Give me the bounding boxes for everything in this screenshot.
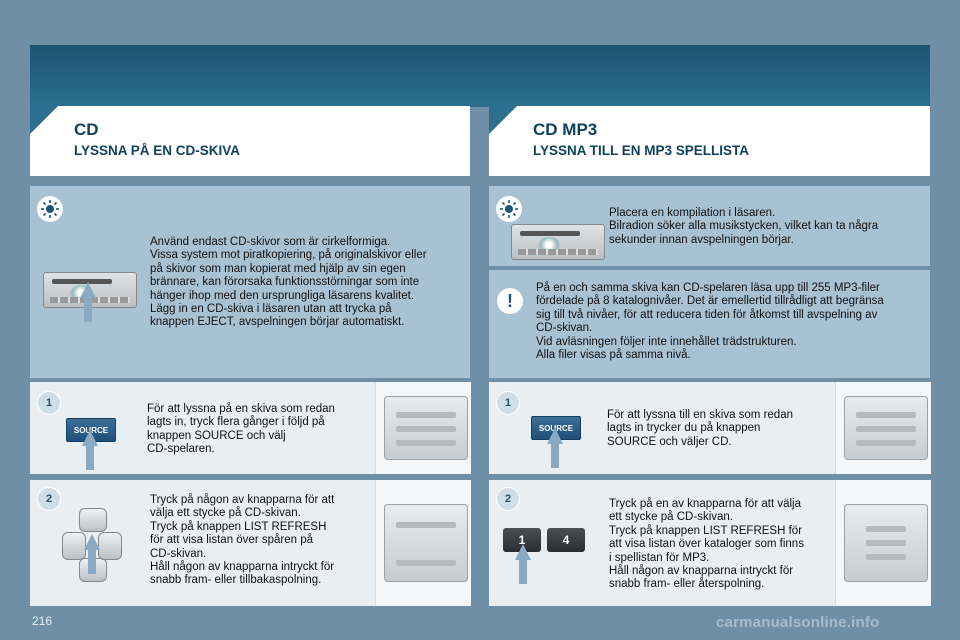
text-line: snabb fram- eller tillbakaspolning. xyxy=(150,574,322,587)
text-line: Använd endast CD-skivor som är cirkelformiga. xyxy=(150,236,391,248)
text-line: SOURCE och väljer CD. xyxy=(607,435,732,448)
left-subtitle: LYSSNA PÅ EN CD-SKIVA xyxy=(74,143,241,158)
text-line: Tryck på knappen LIST REFRESH xyxy=(150,520,327,533)
left-step2-panel xyxy=(30,480,470,606)
text-line: CD-spelaren. xyxy=(147,443,215,456)
step-number-badge: 2 xyxy=(496,487,520,511)
right-tip-panel xyxy=(489,186,930,266)
right-warning-text xyxy=(536,282,884,362)
text-line: lagts in, tryck flera gånger i följd på xyxy=(147,416,325,429)
header-band xyxy=(30,45,930,107)
text-line: Tryck på knappen LIST REFRESH för xyxy=(609,524,803,537)
text-line: Bilradion söker alla musikstycken, vilket kan ta några xyxy=(609,220,879,233)
text-line: Vissa system mot piratkopiering, på originalskivor eller xyxy=(150,249,427,262)
text-line: sekunder innan avspelningen börjar. xyxy=(609,233,794,246)
press-arrow-icon xyxy=(547,428,563,468)
text-line: CD-skivan. xyxy=(536,322,593,335)
text-line: knappen SOURCE och välj xyxy=(147,429,286,442)
left-header xyxy=(30,106,470,176)
press-arrow-icon xyxy=(515,544,531,584)
page-number: 216 xyxy=(32,614,53,628)
radio-console-illustration xyxy=(835,480,931,606)
text-line: Placera en kompilation i läsaren. xyxy=(609,207,776,219)
text-line: Tryck på någon av knapparna för att xyxy=(150,494,335,506)
text-line: knappen EJECT, avspelningen börjar automatiskt. xyxy=(150,316,405,329)
left-step2-text xyxy=(150,494,334,588)
press-arrow-icon xyxy=(84,534,100,574)
right-header xyxy=(489,106,930,176)
text-line: sig till två nivåer, för att reducera tiden för åtkomst till avspelning av xyxy=(536,308,878,321)
insert-arrow-icon xyxy=(80,282,96,322)
header-corner xyxy=(489,106,517,134)
text-line: fördelade på 8 katalognivåer. Det är emellertid tillrådligt att begränsa xyxy=(536,295,884,308)
step-number-badge: 1 xyxy=(496,391,520,415)
right-tip-text xyxy=(609,207,878,247)
preset-key-1-illustration: 1 xyxy=(503,528,541,552)
text-line: i spellistan för MP3. xyxy=(609,551,710,564)
text-line: ett stycke på CD-skivan. xyxy=(609,511,733,524)
text-line: att visa listan över kataloger som finns xyxy=(609,538,804,551)
text-line: Håll någon av knapparna intryckt för xyxy=(150,561,335,574)
header-corner xyxy=(30,106,58,134)
left-tip-panel xyxy=(30,186,470,378)
source-button-illustration: SOURCE xyxy=(66,418,116,442)
text-line: På en och samma skiva kan CD-spelaren läsa upp till 255 MP3-filer xyxy=(536,282,880,294)
text-line: brännare, kan förorsaka funktionsstörningar som inte xyxy=(150,276,420,289)
cd-radio-illustration xyxy=(511,224,605,260)
text-line: CD-skivan. xyxy=(150,547,207,560)
preset-key-4-illustration: 4 xyxy=(547,528,585,552)
text-line: Tryck på en av knapparna för att välja xyxy=(609,498,801,510)
right-step2-text xyxy=(609,498,804,592)
radio-console-illustration xyxy=(375,382,471,474)
step-number-badge: 2 xyxy=(37,487,61,511)
sun-icon xyxy=(37,196,63,222)
right-warning-panel xyxy=(489,270,930,378)
press-arrow-icon xyxy=(82,430,98,470)
radio-console-illustration xyxy=(375,480,471,606)
text-line: snabb fram- eller återspolning. xyxy=(609,578,765,591)
text-line: Håll någon av knapparna intryckt för xyxy=(609,565,794,578)
right-title: CD MP3 xyxy=(533,120,598,139)
warning-icon: ! xyxy=(497,288,523,314)
left-step1-panel xyxy=(30,382,470,474)
watermark: carmanualsonline.info xyxy=(716,614,880,631)
text-line: Vid avläsningen följer inte innehållet trädstrukturen. xyxy=(536,335,797,348)
text-line: hänger ihop med den ursprungliga läsarens kvalitet. xyxy=(150,289,415,302)
radio-console-illustration xyxy=(835,382,931,474)
right-step2-panel xyxy=(489,480,930,606)
left-step1-text xyxy=(147,403,335,457)
left-note-text xyxy=(150,236,427,330)
right-subtitle: LYSSNA TILL EN MP3 SPELLISTA xyxy=(533,143,750,158)
sun-icon xyxy=(496,196,522,222)
text-line: välja ett stycke på CD-skivan. xyxy=(150,507,301,520)
right-step1-text xyxy=(607,409,793,449)
text-line: För att lyssna på en skiva som redan xyxy=(147,403,335,415)
left-title: CD xyxy=(74,120,99,139)
source-button-illustration: SOURCE xyxy=(531,416,581,440)
text-line: lagts in trycker du på knappen xyxy=(607,422,761,435)
text-line: på skivor som man kopierat med hjälp av sin egen xyxy=(150,262,406,275)
right-step1-panel xyxy=(489,382,930,474)
step-number-badge: 1 xyxy=(37,391,61,415)
text-line: Lägg in en CD-skiva i läsaren utan att trycka på xyxy=(150,303,392,316)
text-line: Alla filer visas på samma nivå. xyxy=(536,349,691,362)
text-line: För att lyssna till en skiva som redan xyxy=(607,409,793,421)
text-line: för att visa listan över spåren på xyxy=(150,534,313,547)
